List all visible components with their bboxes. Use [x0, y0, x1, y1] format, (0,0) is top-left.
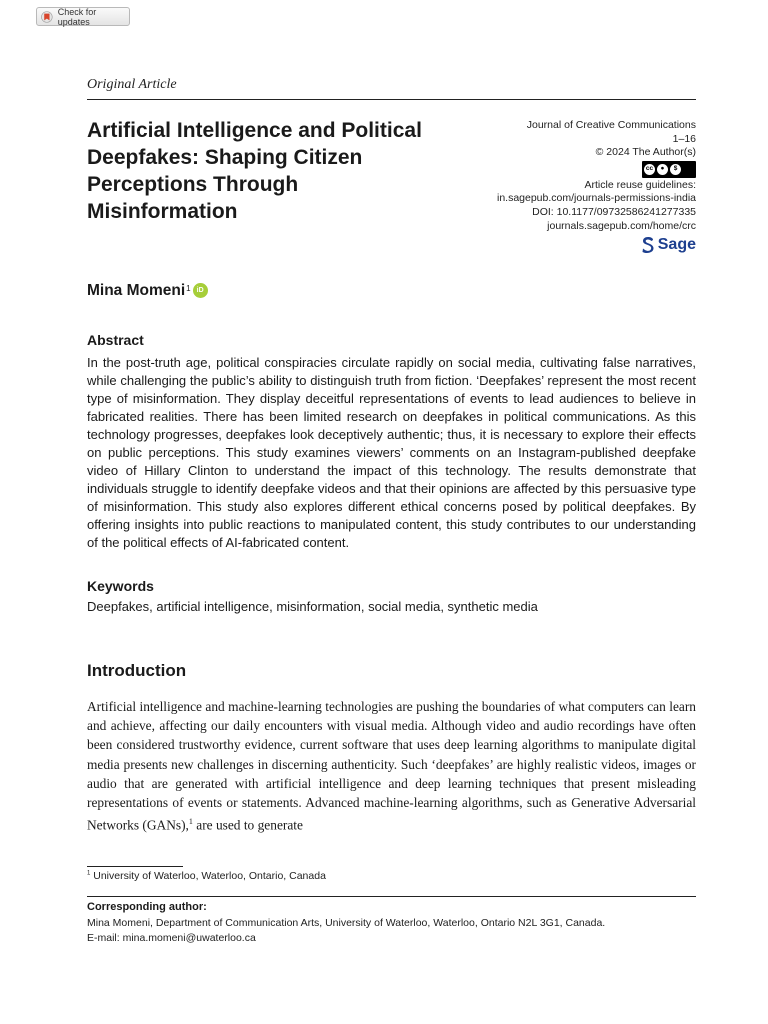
journal-name: Journal of Creative Communications [526, 119, 696, 131]
publisher-logo [641, 236, 696, 254]
journal-home-link[interactable]: journals.sagepub.com/home/crc [547, 219, 696, 232]
affiliation-text: University of Waterloo, Waterloo, Ontario, Canada [90, 870, 326, 882]
cc-license-icon[interactable] [642, 161, 696, 178]
publisher-name: Sage [657, 236, 696, 253]
license-badge[interactable] [436, 160, 696, 179]
corresponding-email[interactable]: E-mail: mina.momeni@uwaterloo.ca [87, 932, 256, 944]
keywords-text: Deepfakes, artificial intelligence, misinformation, social media, synthetic media [87, 599, 538, 614]
abstract-text: In the post-truth age, political conspiracies circulate rapidly on social media, cultivating false narratives, while challenging the public’s ability to distinguish truth from fiction. ‘Deepfakes’ represent the most recent type of misinformation. They display deceitful representations of events to lead audiences to believe in fabricated realities. There has been limited research on deepfakes in political communications. As this technology progresses, deepfakes look deceptively authentic; thus, it is necessary to explore their effects on public perceptions. This study examines viewers’ comments on an Instagram-published deepfake video of Hillary Clinton to understand the impact of this technology. The results demonstrate that individuals struggle to identify deepfake videos and that their opinions are affected by this persuasive type of misinformation. This study also explores different ethical concerns posed by political deepfakes. By offering insights into public reactions to manipulated content, this study contributes to our understanding of the political effects of AI-fabricated content. [87, 355, 696, 550]
journal-meta [436, 119, 696, 233]
check-updates-icon [41, 11, 53, 23]
footnote-rule [87, 866, 183, 867]
check-for-updates-button[interactable] [36, 7, 130, 26]
article-type: Original Article [87, 77, 177, 92]
keywords-heading: Keywords [87, 578, 154, 594]
reuse-label: Article reuse guidelines: [584, 178, 696, 191]
intro-text-before: Artificial intelligence and machine-learning technologies are pushing the boundaries of what computers can learn and achieve, affecting our daily encounters with visual media. Although video and audio recordings have often been considered trustworthy evidence, current software that uses deep learning algorithms to manipulate digital media presents new challenges in discerning authenticity. Such ‘deepfakes’ are highly realistic videos, images or audio that are generated with artificial intelligence and deep learning techniques that present misleading representations of events or statements. Advanced machine-learning algorithms, such as Generative Adversarial Networks (GANs), [87, 699, 696, 833]
author-affil-mark: 1 [186, 284, 191, 293]
article-title: Artificial Intelligence and Political Deepfakes: Shaping Citizen Perceptions Through Misinformation [87, 119, 422, 223]
header-rule [87, 99, 696, 100]
author-line [87, 282, 208, 300]
check-for-updates-label: Check for updates [57, 6, 97, 27]
affiliation-footnote [87, 870, 326, 882]
orcid-icon[interactable]: iD [193, 283, 208, 298]
sage-logo-icon [641, 236, 655, 254]
corresponding-address: Mina Momeni, Department of Communication Arts, University of Waterloo, Waterloo, Ontario N2L 3G1, Canada. [87, 917, 606, 929]
cc-icon: cc [644, 164, 655, 175]
nc-icon: $ [670, 164, 681, 175]
introduction-heading: Introduction [87, 661, 187, 680]
intro-text-after: are used to generate [192, 817, 303, 833]
copyright: © 2024 The Author(s) [595, 146, 696, 159]
footnote-ref[interactable]: 1 [188, 817, 193, 827]
affiliation-mark: 1 [87, 870, 91, 877]
doi[interactable]: DOI: 10.1177/09732586241277335 [532, 205, 696, 218]
page-range: 1–16 [672, 132, 696, 145]
author-name: Mina Momeni [87, 282, 186, 299]
abstract-heading: Abstract [87, 332, 144, 348]
corresponding-heading: Corresponding author: [87, 901, 207, 913]
by-icon: ● [657, 164, 668, 175]
introduction-text [87, 697, 696, 835]
corresponding-rule [87, 896, 696, 897]
reuse-link[interactable]: in.sagepub.com/journals-permissions-india [496, 192, 696, 205]
